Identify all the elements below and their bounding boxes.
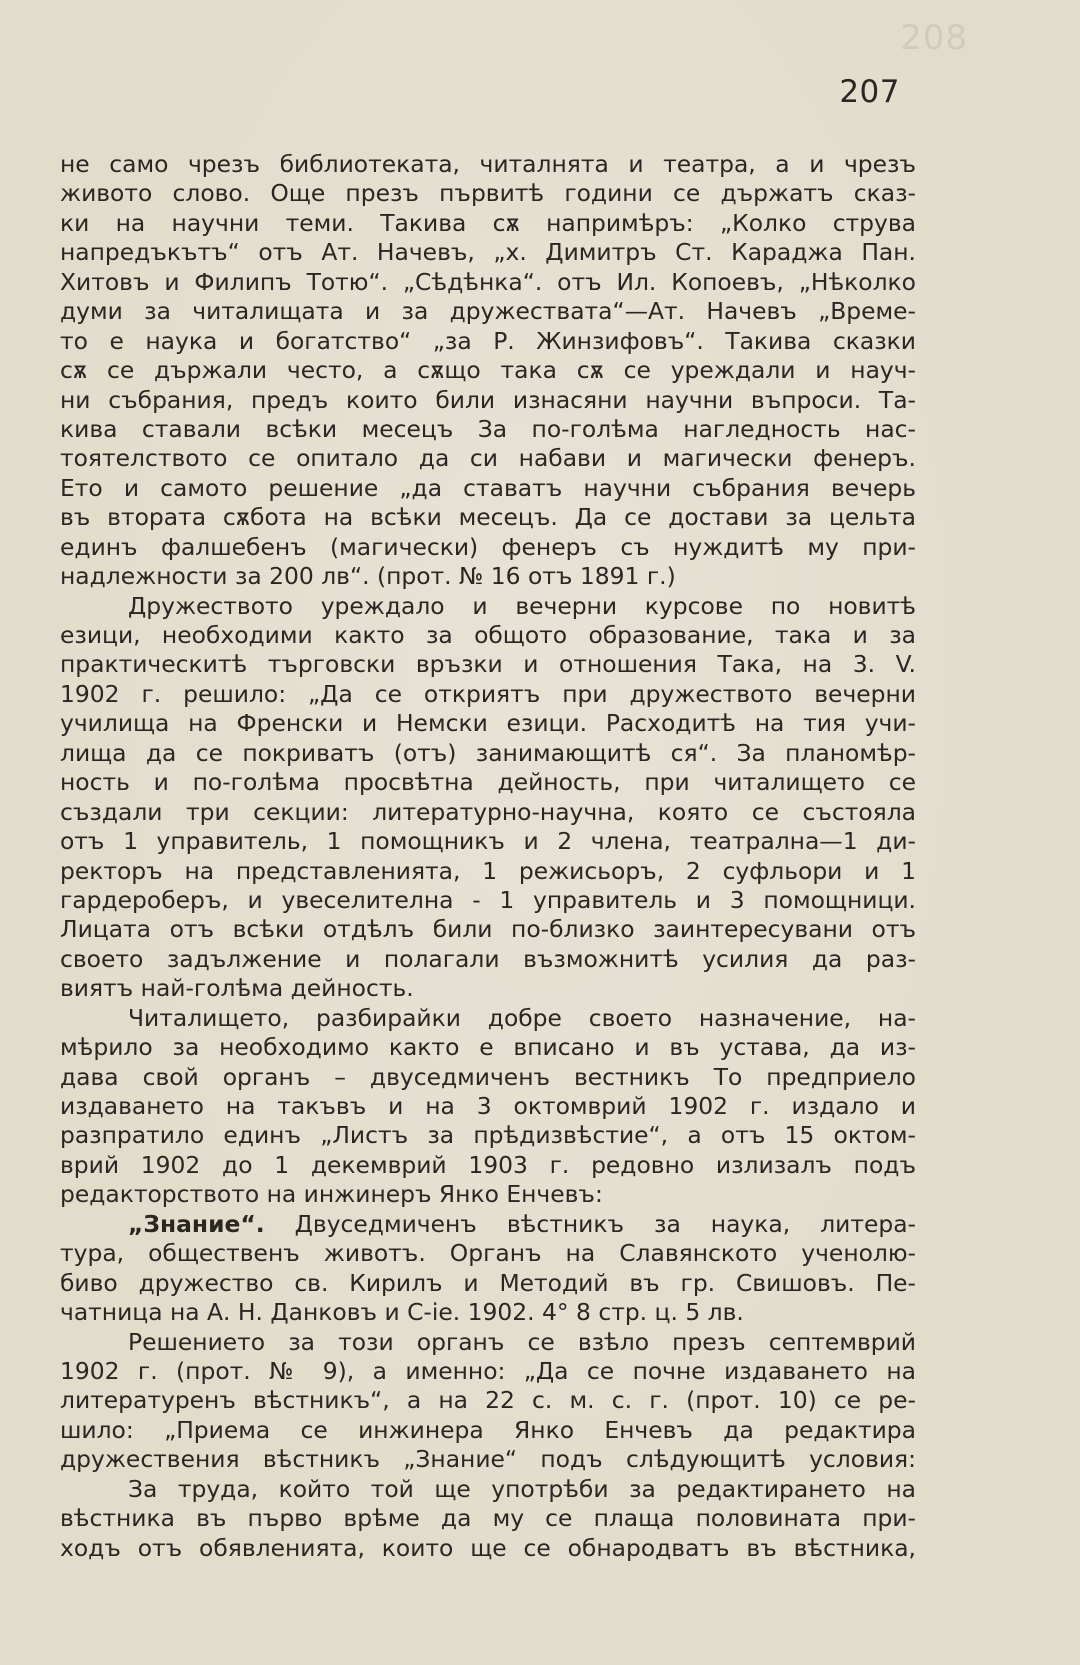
page-number: 207 xyxy=(839,74,900,110)
text-line-paragraph-start: Дружеството уреждало и вечерни курсове по новитѣ xyxy=(128,591,916,620)
text-line: разпратило единъ „Листъ за прѣдизвѣстие“, а отъ 15 октом- xyxy=(60,1121,916,1150)
text-line: редакторството на инжинеръ Янко Енчевъ: xyxy=(60,1180,603,1209)
text-line: създали три секции: литературно-научна, която се състояла xyxy=(60,797,916,826)
text-line: практическитѣ търговски връзки и отношения Така, на 3. V. xyxy=(60,650,916,679)
text-line: училища на Френски и Немски езици. Расходитѣ на тия учи- xyxy=(60,709,916,738)
text-line: отъ 1 управитель, 1 помощникъ и 2 члена, театрална—1 ди- xyxy=(60,827,916,856)
text-line: дружествения вѣстникъ „Знание“ подъ слѣдующитѣ условия: xyxy=(60,1445,916,1474)
text-line: единъ фалшебенъ (магически) фенеръ съ нуждитѣ му при- xyxy=(60,532,916,561)
text-line: ходъ отъ обявленията, които ще се обнародватъ въ вѣстника, xyxy=(60,1533,916,1562)
journal-title: „Знание“. xyxy=(128,1209,265,1238)
text-line: виятъ най-голѣма дейность. xyxy=(60,974,414,1003)
text-line: дава свой органъ – двуседмиченъ вестникъ То предприело xyxy=(60,1062,916,1091)
text-line: живото слово. Още презъ първитѣ години се държатъ сказ- xyxy=(60,179,916,208)
text-line: думи за читалищата и за дружествата“—Ат. Начевъ „Време- xyxy=(60,297,916,326)
bleed-through-page-number: 208 xyxy=(900,18,968,58)
text-line: чатница на А. Н. Данковъ и С-іе. 1902. 4° 8 стр. ц. 5 лв. xyxy=(60,1298,744,1327)
journal-entry-line xyxy=(60,1210,916,1239)
text-line: Ето и самото решение „да ставатъ научни събрания вечерь xyxy=(60,473,916,502)
text-line: 1902 г. решило: „Да се откриятъ при дружеството вечерни xyxy=(60,679,916,708)
text-line: Хитовъ и Филипъ Тотю“. „Сѣдѣнка“. отъ Ил. Копоевъ, „Нѣколко xyxy=(60,267,916,296)
text-line: езици, необходими както за общото образование, така и за xyxy=(60,621,916,649)
text-line: литературенъ вѣстникъ“, а на 22 с. м. с. г. (прот. 10) се ре- xyxy=(60,1386,916,1415)
text-line: тура, общественъ животъ. Органъ на Славянското ученолю- xyxy=(60,1239,916,1268)
text-line: ки на научни теми. Такива сѫ напримѣръ: „Колко струва xyxy=(60,208,916,237)
text-line: врий 1902 до 1 декемврий 1903 г. редовно излизалъ подъ xyxy=(60,1150,916,1179)
text-line: мѣрило за необходимо както е вписано и въ устава, да из- xyxy=(60,1033,916,1062)
text-line: издаването на такъвъ и на 3 октомврий 1902 г. издало и xyxy=(60,1092,916,1120)
body-text xyxy=(60,150,916,1563)
text-line: не само чрезъ библиотеката, читалнята и театра, а и чрезъ xyxy=(60,150,916,178)
journal-description: Двуседмиченъ вѣстникъ за наука, литера- xyxy=(264,1209,916,1238)
text-line-paragraph-start: За труда, който той ще употрѣби за редактирането на xyxy=(128,1474,916,1503)
text-line: кива ставали всѣки месецъ За по-голѣма нагледность нас- xyxy=(60,414,916,443)
text-line: своето задължение и полагали възможнитѣ усилия да раз- xyxy=(60,944,916,973)
text-line-paragraph-start: Читалището, разбирайки добре своето назначение, на- xyxy=(128,1003,916,1032)
text-line-paragraph-start: Решението за този органъ се взѣло презъ септемврий xyxy=(128,1327,916,1356)
text-line: ни събрания, предъ които били изнасяни научни въпроси. Та- xyxy=(60,385,916,414)
text-line: шило: „Приема се инжинера Янко Енчевъ да редактира xyxy=(60,1415,916,1444)
text-line: гардероберъ, и увеселителна - 1 управитель и 3 помощници. xyxy=(60,885,916,914)
text-line: то е наука и богатство“ „за Р. Жинзифовъ“. Такива сказки xyxy=(60,326,916,355)
text-line: ность и по-голѣма просвѣтна дейность, при читалището се xyxy=(60,768,916,797)
text-line: напредъкътъ“ отъ Ат. Начевъ, „х. Димитръ Ст. Караджа Пан. xyxy=(60,238,916,267)
text-line: тоятелството се опитало да си набави и магически фенеръ. xyxy=(60,444,916,473)
text-line: вѣстника въ първо врѣме да му се плаща половината при- xyxy=(60,1504,916,1533)
text-line: лища да се покриватъ (отъ) занимающитѣ ся“. За планомѣр- xyxy=(60,738,916,767)
text-line: надлежности за 200 лв“. (прот. № 16 отъ 1891 г.) xyxy=(60,562,676,591)
text-line: ректоръ на представленията, 1 режисьоръ, 2 суфльори и 1 xyxy=(60,856,916,885)
text-line: Лицата отъ всѣки отдѣлъ били по-близко заинтересувани отъ xyxy=(60,915,916,944)
text-line: биво дружество св. Кирилъ и Методий въ гр. Свишовъ. Пе- xyxy=(60,1268,916,1297)
text-line: сѫ се държали често, а сѫщо така сѫ се уреждали и науч- xyxy=(60,356,916,385)
text-line: 1902 г. (прот. № 9), а именно: „Да се почне издаването на xyxy=(60,1356,916,1385)
text-line: въ втората сѫбота на всѣки месецъ. Да се достави за цельта xyxy=(60,503,916,532)
